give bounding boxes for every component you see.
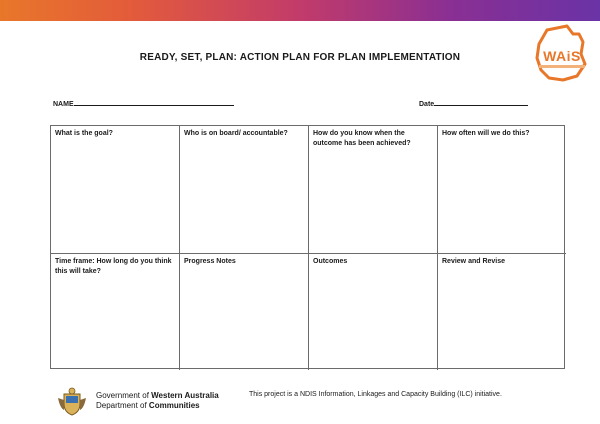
cell-goal[interactable]: What is the goal? — [51, 126, 180, 254]
cell-outcomes[interactable]: Outcomes — [309, 254, 438, 370]
top-gradient-bar — [0, 0, 600, 21]
government-branding — [96, 391, 219, 411]
initiative-note: This project is a NDIS Information, Linkages and Capacity Building (ILC) initiative. — [249, 391, 502, 398]
date-label: Date — [419, 101, 435, 108]
page-title: READY, SET, PLAN: ACTION PLAN FOR PLAN IMPLEMENTATION — [139, 52, 461, 63]
cell-time-frame[interactable]: Time frame: How long do you think this will take? — [51, 254, 180, 370]
dept-line — [96, 401, 219, 411]
logo-tagline-bar — [539, 65, 585, 68]
dept-bold: Communities — [148, 401, 200, 410]
govt-bold: Western Australia — [151, 391, 219, 400]
name-label: NAME — [53, 101, 74, 108]
govt-prefix: Government of — [96, 391, 152, 400]
action-plan-table — [50, 125, 565, 369]
date-line[interactable] — [434, 97, 528, 106]
government-crest-icon — [56, 386, 88, 418]
govt-line — [96, 391, 219, 401]
cell-review-revise[interactable]: Review and Revise — [442, 258, 506, 265]
logo-text: WAiS — [543, 48, 581, 64]
name-line[interactable] — [74, 97, 234, 106]
cell-frequency[interactable]: How often will we do this? — [438, 126, 566, 254]
name-field[interactable] — [53, 97, 234, 108]
cell-progress-notes[interactable]: Progress Notes — [180, 254, 309, 370]
dept-prefix: Department of — [96, 401, 149, 410]
date-field[interactable] — [419, 97, 528, 108]
cell-accountable[interactable]: Who is on board/ accountable? — [180, 126, 309, 254]
cell-outcome-achieved[interactable]: How do you know when the outcome has been achieved? — [309, 126, 438, 254]
